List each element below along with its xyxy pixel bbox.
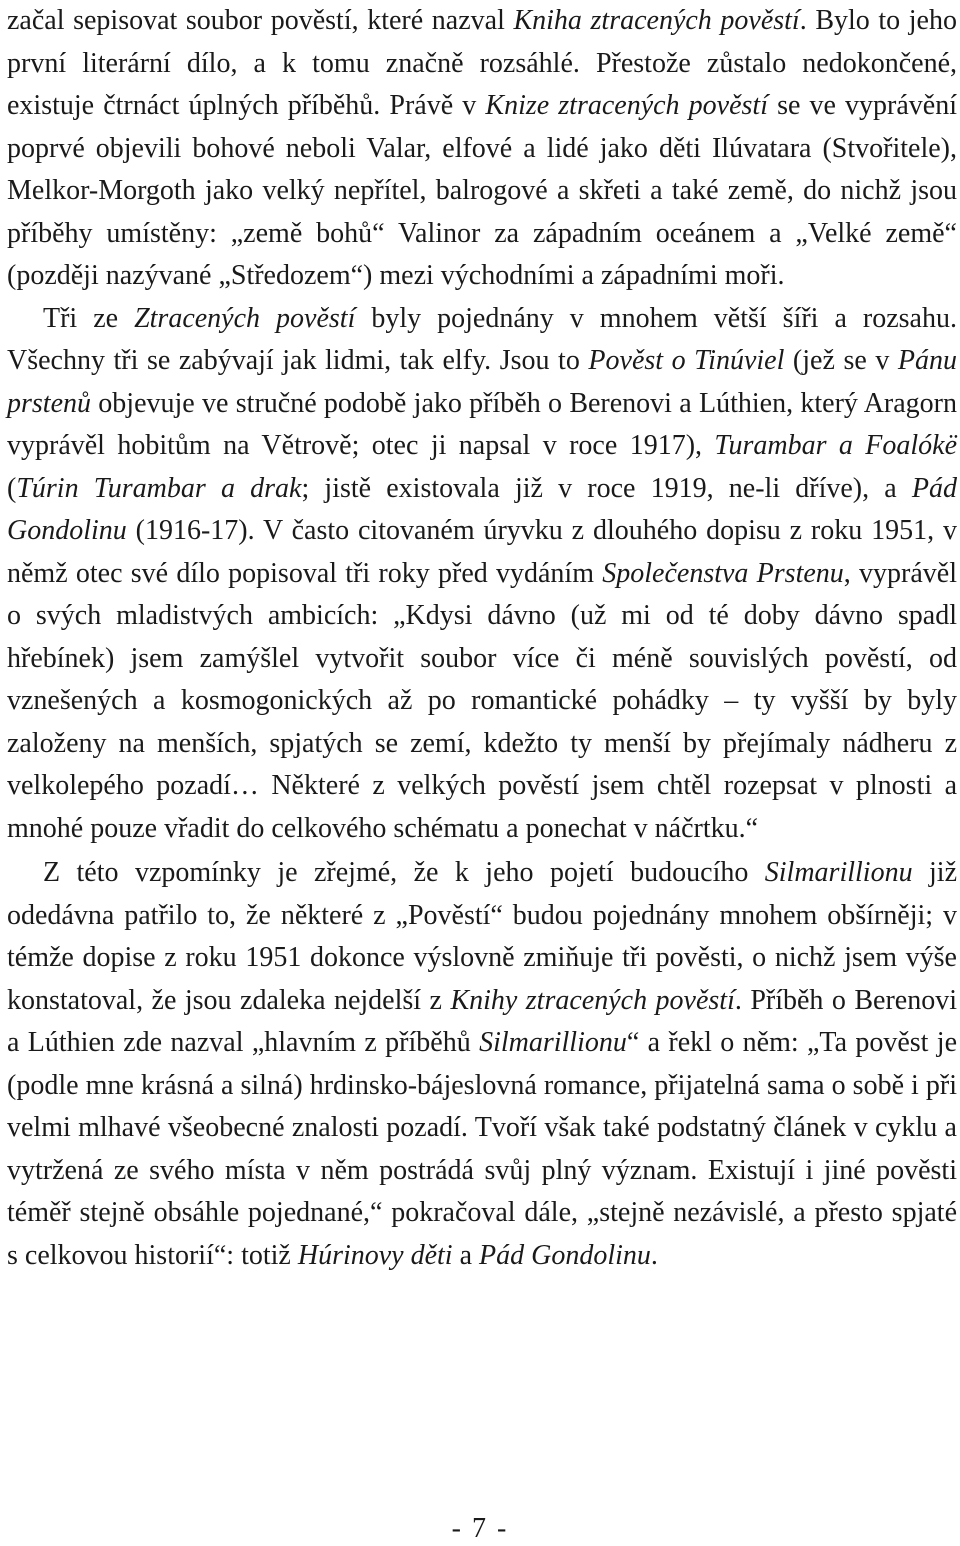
page-body [7, 0, 957, 1277]
italic-title: Knihy ztracených pověstí [450, 984, 735, 1016]
italic-title: Knize ztracených pověstí [485, 90, 768, 121]
italic-title: Pověst o Tinúviel [588, 345, 785, 376]
text-run: se ve vyprávění poprvé objevili bohové neboli Valar, elfové a lidé jako děti Ilúvatara (Stvořitele), Melkor-Morgoth jako velký nepřítel, balrogové a skřeti a také země, do nichž jsou příběhy umístěny: „země bohů“ Valinor za západním oceánem a „Velké země“ (později nazývané „Středozem“) mezi východními a západními moři. [7, 90, 958, 291]
text-run: “ a řekl o něm: „Ta pověst je (podle mne krásná a silná) hrdinsko-bájeslovná romance, přijatelná sama o sobě i při velmi mlhavé všeobecné znalosti pozadí. Tvoří však také podstatný článek v cyklu a vytržená ze svého místa v něm postrádá svůj plný význam. Existují i jiné pověsti téměř stejně obsáhle pojednané,“ pokračoval dále, „stejně nezávislé, a přesto spjaté s celkovou historií“: totiž [7, 1027, 958, 1271]
text-run: byly pojednány v mnohem větší šíři a rozsahu. Všechny tři se zabývají jak lidmi, tak elfy. Jsou to [7, 302, 957, 376]
italic-title: Pád Gondolinu [7, 472, 958, 546]
text-run: . Příběh o Berenovi a Lúthien zde nazval „hlavním z příběhů [7, 984, 957, 1058]
italic-title: Silmarillionu [479, 1027, 627, 1058]
paragraph-1 [7, 0, 957, 298]
text-run: (jež se v [784, 345, 898, 376]
text-run: začal sepisovat soubor pověstí, které nazval [7, 5, 514, 36]
text-run: ( [7, 472, 17, 504]
text-run: objevuje ve stručné podobě jako příběh o Berenovi a Lúthien, který Aragorn vyprávěl hobitům na Větrově; otec ji napsal v roce 1917), [7, 387, 957, 461]
text-run: ; jistě existovala již v roce 1919, ne-li dříve), a [301, 472, 912, 504]
text-run: Z této vzpomínky je zřejmé, že k jeho pojetí budoucího [43, 857, 765, 888]
text-run: . [650, 1239, 658, 1271]
italic-title: Ztracených pověstí [134, 302, 356, 334]
italic-title: Kniha ztracených pověstí [513, 5, 800, 36]
text-run: (1916-17). V často citovaném úryvku z dlouhého dopisu z roku 1951, v němž otec své dílo popisoval tři roky před vydáním [7, 515, 957, 589]
italic-title: Pád Gondolinu [479, 1239, 651, 1271]
text-run: Tři ze [43, 302, 135, 334]
text-run: , vyprávěl o svých mladistvých ambicích: „Kdysi dávno (už mi od té doby dávno spadl hřebínek) jsem zamýšlel vytvořit soubor více či méně souvislých pověstí, od vznešených a kosmogonických až po romantické pohádky – ty vyšší by byly založeny na menších, spjatých se zemí, kdežto ty menší by přejímaly nádheru z velkolepého pozadí… Některé z velkých pověstí jsem chtěl rozepsat v plnosti a mnohé pouze vřadit do celkového schématu a ponechat v náčrtku.“ [7, 557, 957, 844]
page-number: - 7 - [451, 1513, 509, 1544]
paragraph-3 [7, 852, 957, 1277]
italic-title: Společenstva Prstenu [602, 557, 844, 589]
italic-title: Húrinovy děti [297, 1239, 453, 1271]
text-run: . Bylo to jeho první literární dílo, a k tomu značně rozsáhlé. Přestože zůstalo nedokončené, existuje čtrnáct úplných příběhů. Právě v [7, 5, 957, 121]
italic-title: Silmarillionu [764, 857, 913, 888]
text-run: a [452, 1239, 480, 1271]
italic-title: Túrin Turambar a drak [16, 472, 302, 504]
italic-title: Turambar a Foalókë [714, 430, 958, 461]
italic-title: Pánu prstenů [7, 345, 957, 419]
paragraph-2 [7, 298, 957, 851]
text-run: již odedávna patřilo to, že některé z „Pověstí“ budou pojednány mnohem obšírněji; v témže dopise z roku 1951 dokonce výslovně zmiňuje tři pověsti, o nichž jsem výše konstatoval, že jsou zdaleka nejdelší z [7, 857, 957, 1016]
